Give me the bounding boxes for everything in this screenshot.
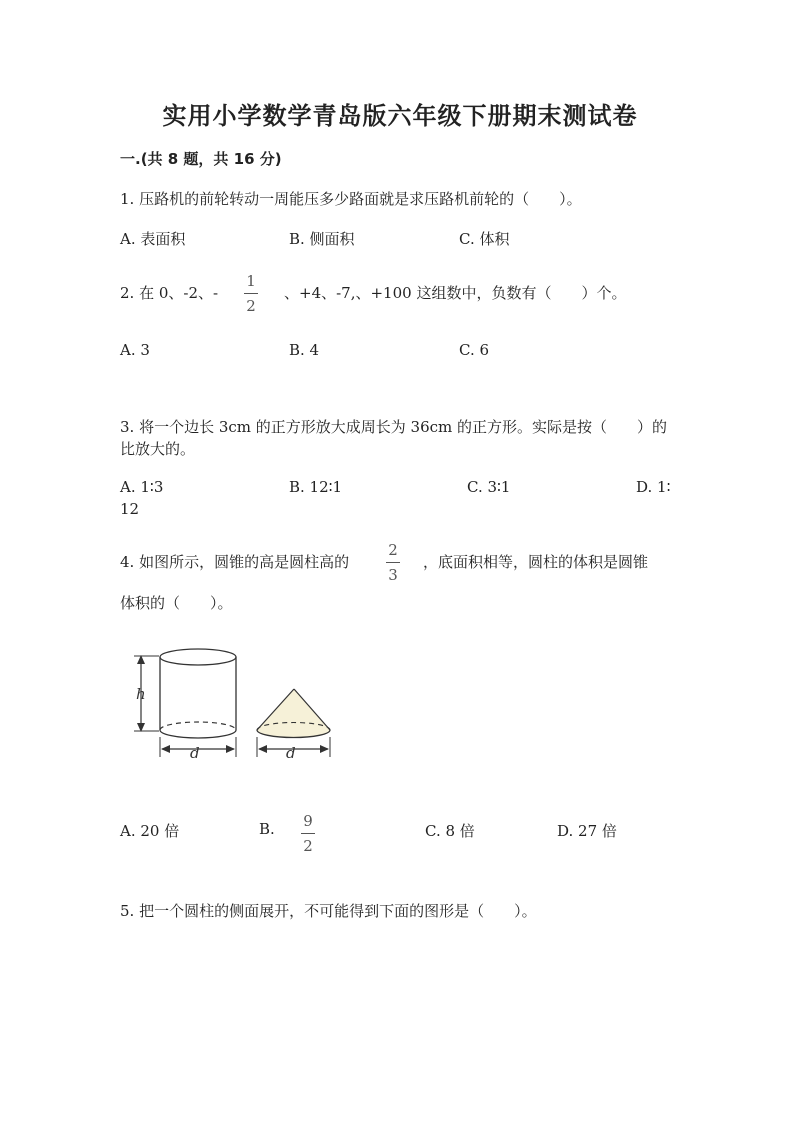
question-4-option-a: A. 20 倍 [120, 822, 180, 840]
question-5-stem: 5. 把一个圆柱的侧面展开，不可能得到下面的图形是（ ）。 [120, 902, 537, 920]
question-3-stem-line1: 3. 将一个边长 3cm 的正方形放大成周长为 36cm 的正方形。实际是按（ ）的 [120, 418, 668, 436]
fraction-bar [301, 833, 315, 834]
question-3-stem-line2: 比放大的。 [120, 440, 196, 458]
fraction-numerator: 1 [246, 272, 256, 290]
fraction-denominator: 3 [388, 566, 398, 584]
question-4-stem-end: ，底面积相等，圆柱的体积是圆锥 [423, 553, 649, 571]
question-3-option-c: C. 3∶1 [467, 478, 511, 496]
fraction-bar [244, 293, 258, 294]
question-2-stem-start: 2. 在 0、-2、- [120, 284, 219, 302]
cylinder-top [160, 649, 236, 665]
cone-d-arrow-right [320, 745, 329, 753]
cylinder-diameter-label: d [190, 744, 200, 762]
question-3-option-d: D. 1∶ [636, 478, 671, 496]
cylinder-d-arrow-left [161, 745, 170, 753]
question-2-stem-end: 、+4、-7,、+100 这组数中，负数有（ ）个。 [284, 284, 627, 302]
cone-fill [257, 689, 330, 738]
fraction-denominator: 2 [246, 297, 256, 315]
question-1-stem: 1. 压路机的前轮转动一周能压多少路面就是求压路机前轮的（ ）。 [120, 190, 582, 208]
question-2-option-a: A. 3 [120, 341, 150, 359]
cylinder-bottom-back [160, 722, 236, 730]
cylinder-d-arrow-right [226, 745, 235, 753]
fraction-bar [386, 562, 400, 563]
question-4-stem-line2: 体积的（ ）。 [120, 594, 233, 612]
fraction-numerator: 2 [388, 541, 398, 559]
question-1-option-c: C. 体积 [459, 230, 510, 248]
question-4-fraction [384, 541, 402, 584]
cone-diameter-label: d [286, 744, 296, 762]
question-4-option-b: B. [259, 820, 275, 838]
question-2-fraction [242, 272, 260, 315]
question-1-option-b: B. 侧面积 [289, 230, 355, 248]
fraction-denominator: 2 [303, 837, 313, 855]
height-label: h [136, 685, 146, 703]
question-3-option-b: B. 12∶1 [289, 478, 343, 496]
question-1-option-a: A. 表面积 [120, 230, 186, 248]
question-4-stem-start: 4. 如图所示，圆锥的高是圆柱高的 [120, 553, 350, 571]
question-2-option-b: B. 4 [289, 341, 320, 359]
question-4-option-b-fraction [299, 812, 317, 855]
question-4-option-d: D. 27 倍 [557, 822, 617, 840]
question-4-option-c: C. 8 倍 [425, 822, 475, 840]
cylinder-bottom-front [160, 730, 236, 738]
cylinder-cone-figure [126, 645, 338, 770]
cone-d-arrow-left [258, 745, 267, 753]
section-heading: 一.(共 8 题，共 16 分) [120, 150, 282, 168]
question-3-option-a: A. 1∶3 [120, 478, 164, 496]
page-title: 实用小学数学青岛版六年级下册期末测试卷 [162, 102, 638, 130]
question-2-option-c: C. 6 [459, 341, 490, 359]
fraction-numerator: 9 [303, 812, 313, 830]
question-3-option-d-continued: 12 [120, 500, 140, 518]
